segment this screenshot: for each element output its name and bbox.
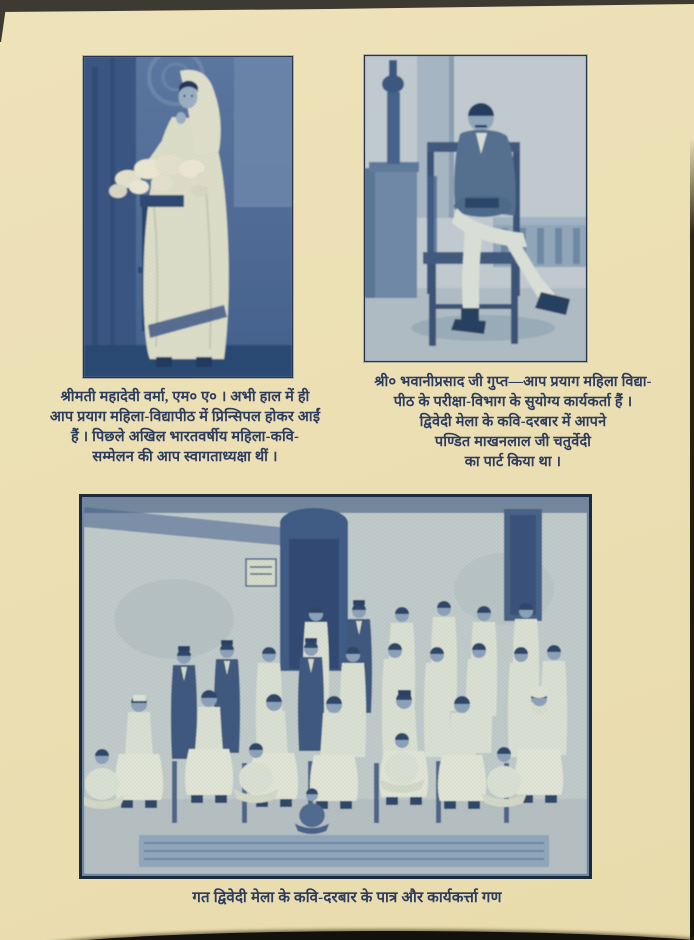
caption-line: गत द्विवेदी मेला के कवि-दरबार के पात्र और कार्यकर्त्ता गण [192,890,502,906]
caption-line: सम्मेलन की आप स्वागताध्यक्षा थीं । [92,449,278,465]
caption-woman [18,387,352,467]
group-photo-art [84,499,587,874]
caption-line: पीठ के परीक्षा-विभाग के सुयोग्य कार्यकर्ता हैं । [393,394,633,410]
caption-man [342,372,684,472]
caption-line: पण्डित माखनलाल जी चतुर्वेदी [434,434,592,450]
scan-edge-left [0,0,7,42]
photo-woman-portrait [83,56,293,378]
caption-line: आप प्रयाग महिला-विद्यापीठ में प्रिन्सिपल होकर आईं [49,409,321,425]
caption-group [0,888,694,908]
caption-line: श्रीमती महादेवी वर्मा, एम० ए० । अभी हाल में ही [60,389,310,405]
caption-line: श्री० भवानीप्रसाद जी गुप्त—आप प्रयाग महिला विद्या- [374,374,652,390]
photo-group [79,494,592,879]
woman-portrait-art [84,57,292,377]
caption-line: का पार्ट किया था । [464,454,562,470]
caption-line: हैं । पिछले अखिल भारतवर्षीय महिला-कवि- [70,429,300,445]
scan-edge-bottom [28,931,694,940]
scan-edge-top [0,0,694,13]
scan-edge-right [690,138,694,940]
caption-line: द्विवेदी मेला के कवि-दरबार में आपने [419,414,607,430]
man-portrait-art [365,56,586,361]
photo-man-seated-portrait [364,55,587,362]
